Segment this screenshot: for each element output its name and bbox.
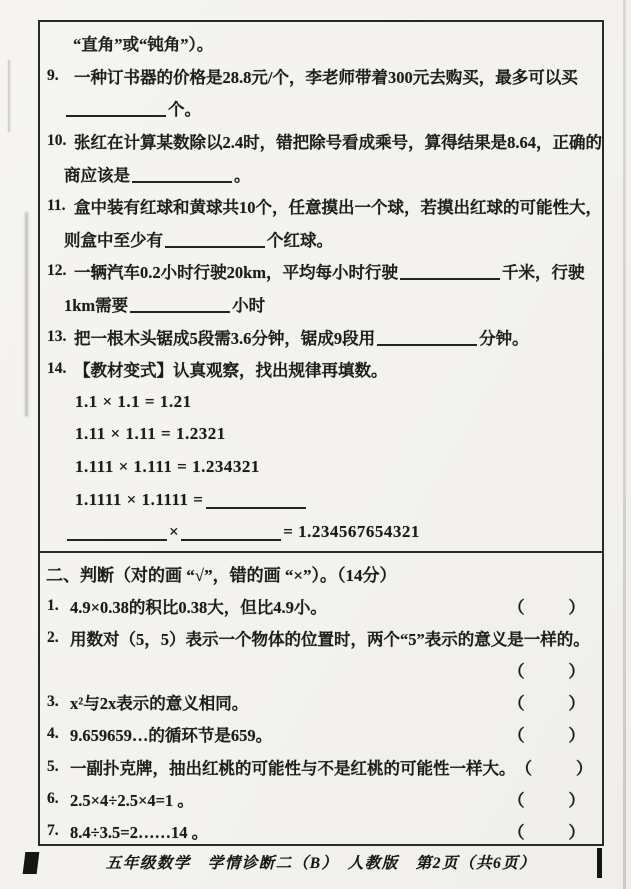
question-text: 商应该是 xyxy=(64,165,130,185)
paren-close: ） xyxy=(568,661,585,681)
paren-open: （ xyxy=(508,726,525,746)
judgment-section xyxy=(40,553,602,848)
paren-close: ） xyxy=(576,758,593,778)
exam-content-box xyxy=(38,20,604,846)
question-number: 12. xyxy=(47,262,67,280)
question-number: 14. xyxy=(47,360,67,378)
equation-text: 1.1 × 1.1 = 1.21 xyxy=(75,391,192,411)
answer-parentheses xyxy=(516,755,593,779)
item-number: 4. xyxy=(47,725,59,743)
question-13 xyxy=(40,320,602,353)
question-text: 分钟。 xyxy=(479,328,529,348)
question-9-line2 xyxy=(40,92,602,125)
answer-blank xyxy=(67,523,167,541)
question-text: 张红在计算某数除以2.4时，错把除号看成乘号，算得结果是8.64，正确的 xyxy=(74,133,602,153)
answer-parentheses xyxy=(508,787,585,811)
item-text: 一副扑克牌，抽出红桃的可能性与不是红桃的可能性一样大。 xyxy=(70,758,516,778)
scan-line-artifact xyxy=(8,60,10,132)
paren-open: （ xyxy=(508,694,525,714)
item-number: 6. xyxy=(47,789,59,807)
question-number: 11. xyxy=(47,197,66,215)
equation-text: × xyxy=(169,522,180,542)
judgment-item-2 xyxy=(40,622,602,654)
question-text: 一种订书器的价格是28.8元/个，李老师带着300元去购买，最多可以买 xyxy=(74,67,578,87)
question-text: 。 xyxy=(234,165,251,185)
judgment-item-6 xyxy=(40,783,602,815)
pattern-equation-3 xyxy=(40,451,602,484)
paren-open: （ xyxy=(515,758,532,778)
question-text: 千米，行驶 xyxy=(502,263,585,283)
item-text: 8.4÷3.5=2……14 。 xyxy=(70,822,209,842)
answer-blank xyxy=(130,295,230,313)
section-heading-text: 二、判断（对的画 “√”，错的画 “×”）。（14分） xyxy=(46,565,397,585)
registration-mark-left xyxy=(23,852,40,874)
question-number: 9. xyxy=(47,66,59,84)
question-12-line2 xyxy=(40,288,602,321)
answer-parentheses xyxy=(508,690,585,714)
equation-text: 1.11 × 1.11 = 1.2321 xyxy=(75,424,226,444)
question-11-line2 xyxy=(40,223,602,256)
fill-in-section xyxy=(40,22,602,549)
judgment-item-3 xyxy=(40,686,602,718)
paren-open: （ xyxy=(508,790,525,810)
question-11-line1 xyxy=(40,190,602,223)
footer-text: 五年级数学 学情诊断二（B） 人教版 第2页（共6页） xyxy=(105,855,537,872)
question-10-line2 xyxy=(40,157,602,190)
item-number: 2. xyxy=(47,628,59,646)
item-text: 9.659659…的循环节是659。 xyxy=(70,726,273,746)
judgment-item-5 xyxy=(40,750,602,782)
question-text: 【教材变式】认真观察，找出规律再填数。 xyxy=(74,361,388,381)
equation-text: 1.111 × 1.111 = 1.234321 xyxy=(75,457,260,477)
answer-blank xyxy=(66,99,166,117)
paren-close: ） xyxy=(568,597,585,617)
registration-mark-right xyxy=(597,848,602,878)
answer-blank xyxy=(165,230,265,248)
judgment-section-heading xyxy=(40,557,602,590)
pattern-equation-5 xyxy=(40,516,602,549)
question-text: 小时 xyxy=(232,296,266,316)
paren-close: ） xyxy=(568,822,585,842)
answer-blank xyxy=(206,491,306,509)
judgment-item-2-answer-line xyxy=(40,654,602,686)
equation-text: 1.1111 × 1.1111 = xyxy=(75,489,204,509)
question-text: 盒中装有红球和黄球共10个，任意摸出一个球，若摸出红球的可能性大， xyxy=(74,198,602,218)
page-edge-shadow xyxy=(623,0,626,889)
item-number: 7. xyxy=(47,821,59,839)
answer-parentheses xyxy=(508,722,585,746)
pattern-equation-4 xyxy=(40,483,602,516)
question-text: 个。 xyxy=(168,100,201,120)
judgment-item-7 xyxy=(40,815,602,847)
question-number: 10. xyxy=(47,132,67,150)
answer-parentheses xyxy=(508,658,585,682)
answer-parentheses xyxy=(508,594,585,618)
question-text: 一辆汽车0.2小时行驶20km，平均每小时行驶 xyxy=(74,263,399,283)
question-9-line1 xyxy=(40,60,602,93)
equation-text: = 1.234567654321 xyxy=(283,522,420,542)
paren-close: ） xyxy=(568,790,585,810)
answer-blank xyxy=(132,165,232,183)
item-text: 4.9×0.38的积比0.38大，但比4.9小。 xyxy=(70,597,327,617)
answer-blank xyxy=(377,328,477,346)
question8-continuation xyxy=(40,27,602,60)
question-text: 个红球。 xyxy=(267,230,333,250)
paren-open: （ xyxy=(508,822,525,842)
item-number: 3. xyxy=(47,693,59,711)
scan-smudge-artifact xyxy=(25,212,28,417)
item-text: 用数对（5，5）表示一个物体的位置时，两个“5”表示的意义是一样的。 xyxy=(70,629,590,649)
question-14 xyxy=(40,353,602,386)
question-text: “直角”或“钝角”）。 xyxy=(73,35,214,55)
item-number: 1. xyxy=(47,596,59,614)
answer-parentheses xyxy=(508,819,585,843)
paren-close: ） xyxy=(568,726,585,746)
paren-open: （ xyxy=(508,661,525,681)
item-number: 5. xyxy=(47,757,59,775)
pattern-equation-2 xyxy=(40,418,602,451)
judgment-item-1 xyxy=(40,590,602,622)
paren-open: （ xyxy=(508,597,525,617)
item-text: 2.5×4÷2.5×4=1 。 xyxy=(70,790,194,810)
answer-blank xyxy=(400,262,500,280)
question-number: 13. xyxy=(47,327,67,345)
question-text: 则盒中至少有 xyxy=(64,230,163,250)
item-text: x²与2x表示的意义相同。 xyxy=(70,694,249,714)
judgment-item-4 xyxy=(40,718,602,750)
page-footer xyxy=(38,851,604,873)
paren-close: ） xyxy=(568,694,585,714)
pattern-equation-1 xyxy=(40,386,602,419)
answer-blank xyxy=(181,523,281,541)
question-10-line1 xyxy=(40,125,602,158)
question-text: 把一根木头锯成5段需3.6分钟，锯成9段用 xyxy=(74,328,376,348)
question-12-line1 xyxy=(40,255,602,288)
question-text: 1km需要 xyxy=(64,296,129,316)
